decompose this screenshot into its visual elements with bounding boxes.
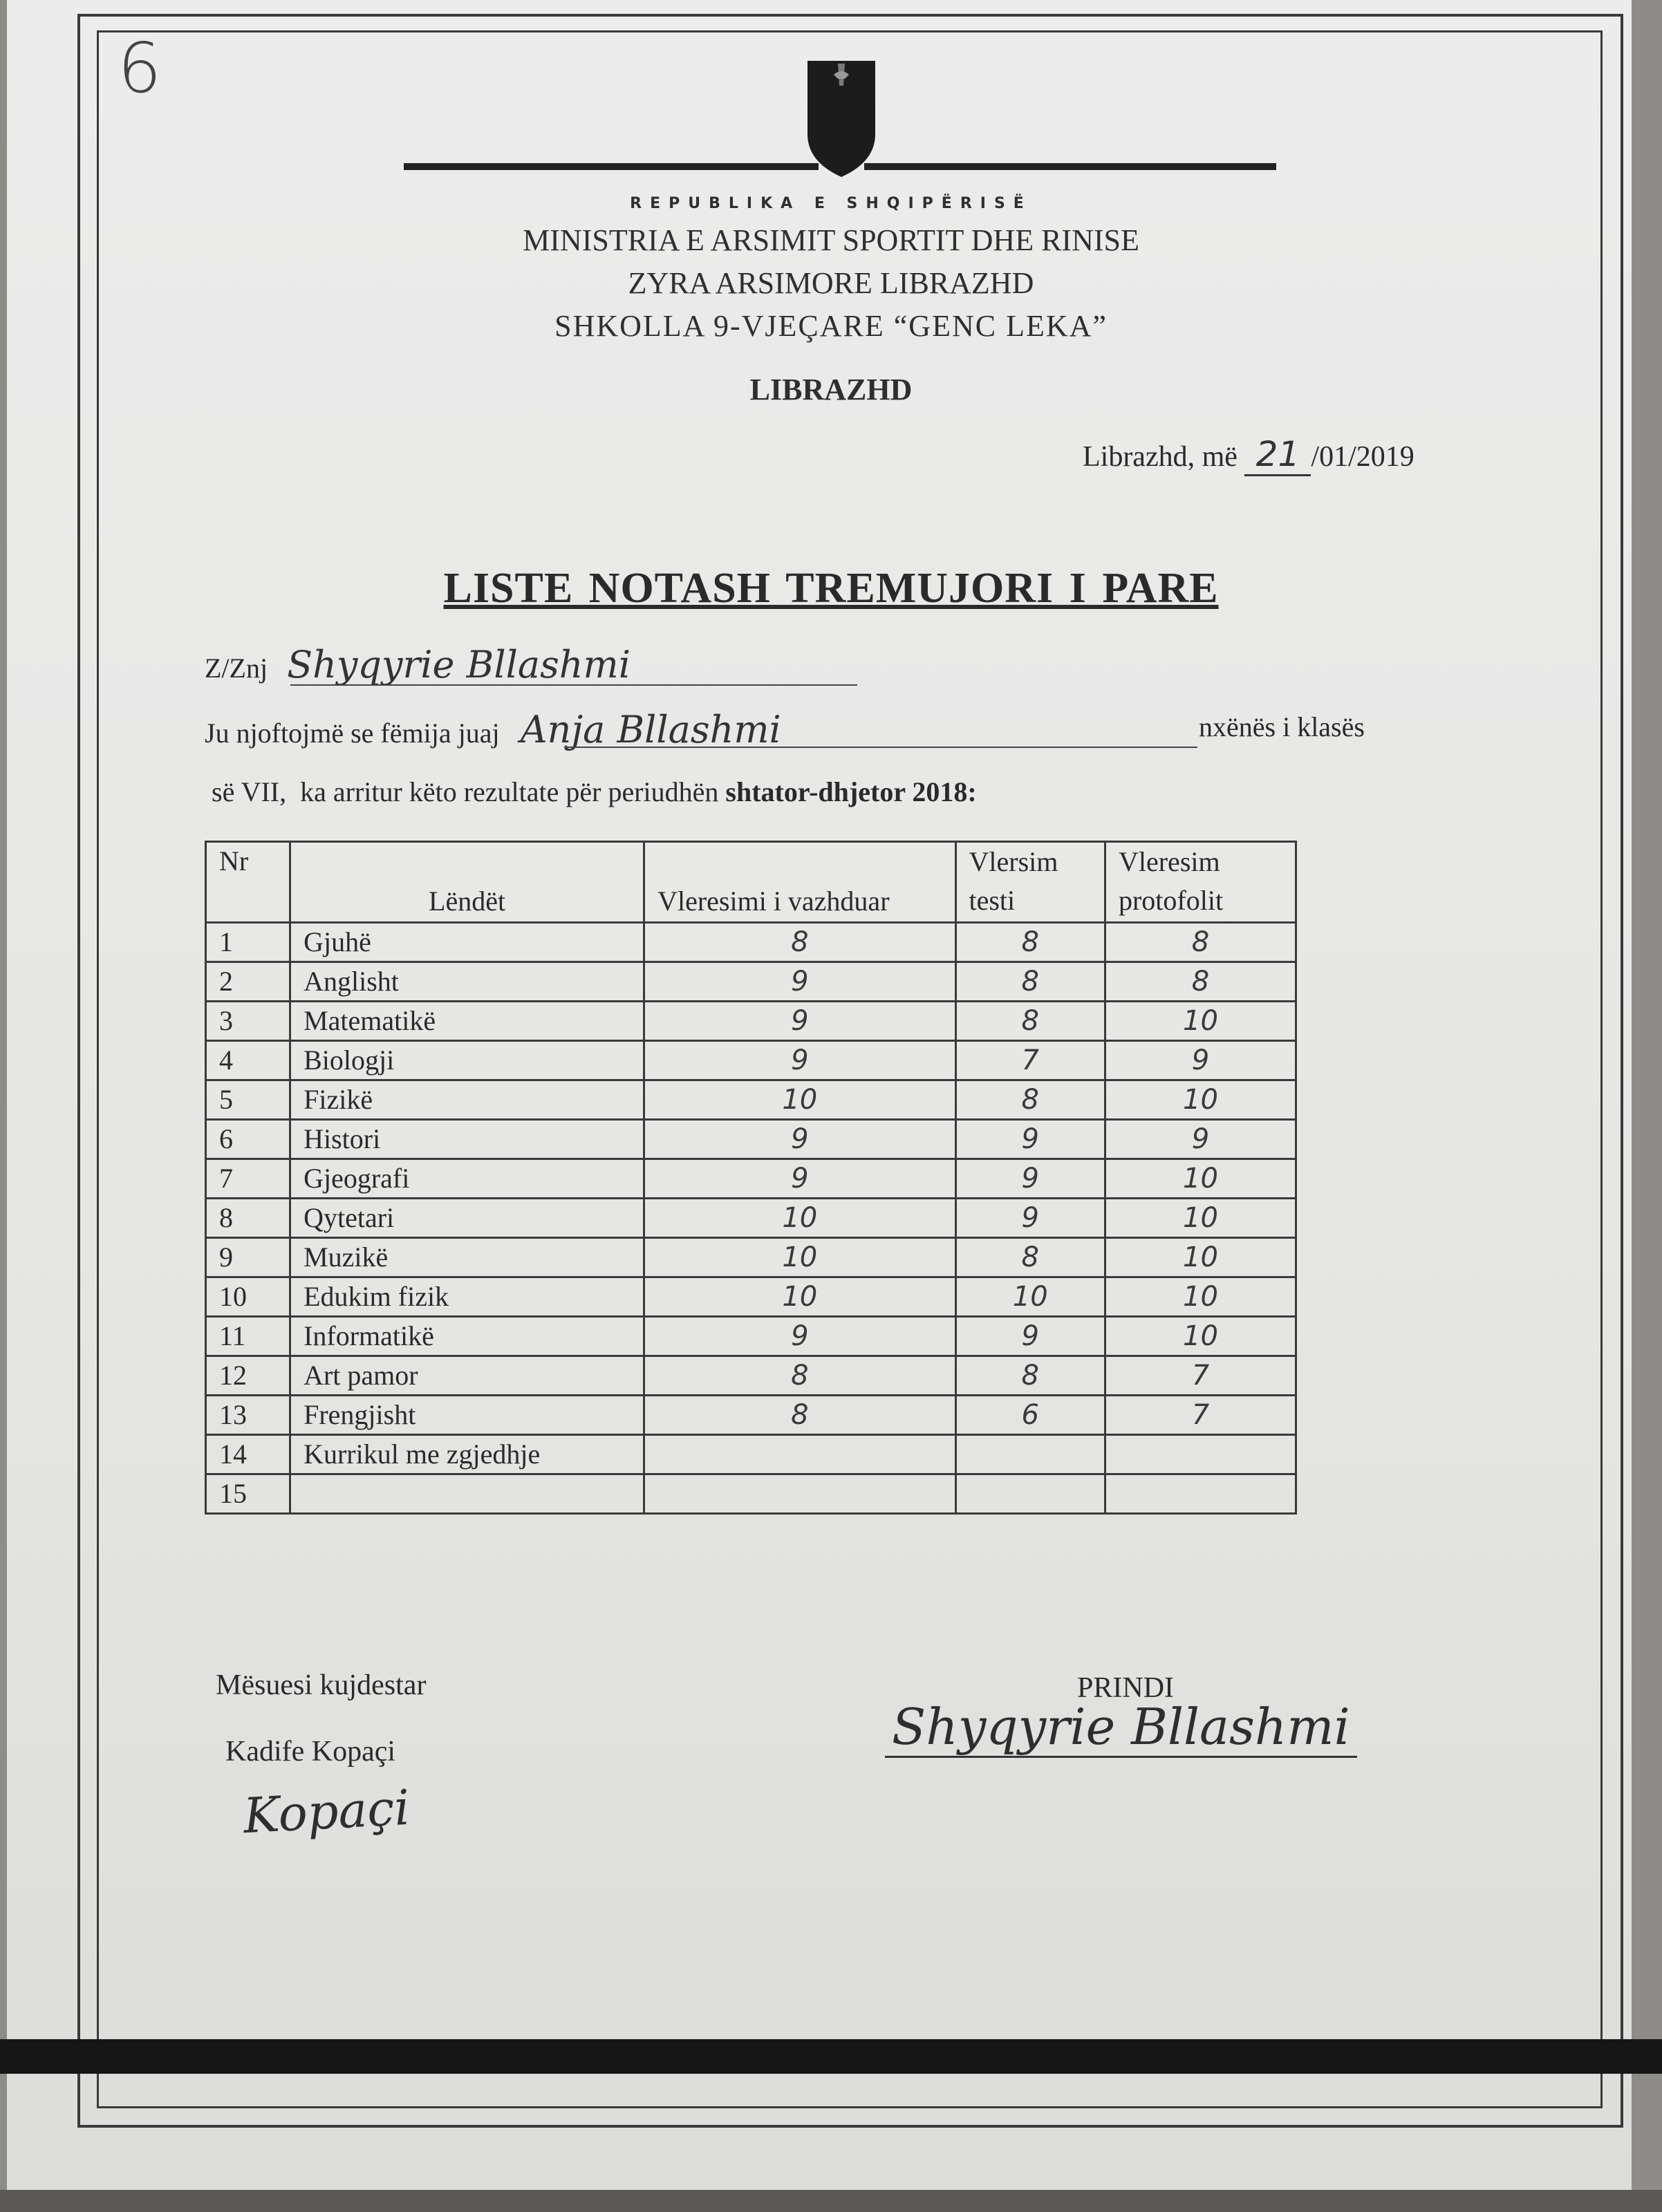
child-name-fill-line <box>564 747 1197 748</box>
subject-name: Matematikë <box>290 1002 644 1041</box>
scan-background-strip <box>0 2190 1662 2212</box>
scan-dark-band <box>0 2039 1662 2074</box>
grade-portfolio: 7 <box>1105 1356 1296 1396</box>
grade-continuous: 10 <box>644 1277 955 1317</box>
grade-row <box>206 1317 1296 1356</box>
grade-test: 7 <box>955 1041 1105 1080</box>
grade-continuous: 10 <box>644 1238 955 1277</box>
header-rule-left <box>404 163 819 170</box>
row-number: 12 <box>206 1356 290 1396</box>
grade-row <box>206 923 1296 962</box>
recipient-line <box>205 643 631 686</box>
grade-continuous: 9 <box>644 1317 955 1356</box>
row-number: 11 <box>206 1317 290 1356</box>
grade-continuous: 9 <box>644 1159 955 1199</box>
period-value: shtator-dhjetor 2018: <box>725 776 977 807</box>
notice-line <box>205 708 781 751</box>
grade-portfolio: 10 <box>1105 1317 1296 1356</box>
recipient-name-handwritten: Shyqyrie Bllashmi <box>287 643 631 686</box>
grade-portfolio: 10 <box>1105 1238 1296 1277</box>
education-office: ZYRA ARSIMORE LIBRAZHD <box>628 266 1034 300</box>
subject-name: Frengjisht <box>290 1396 644 1435</box>
grade-row <box>206 1120 1296 1159</box>
grade-row <box>206 1159 1296 1199</box>
subject-name: Edukim fizik <box>290 1277 644 1317</box>
grade-row <box>206 1002 1296 1041</box>
grade-row <box>206 962 1296 1002</box>
grade-portfolio: 8 <box>1105 962 1296 1002</box>
header-subject: Lëndët <box>290 842 644 923</box>
grades-table-header <box>206 842 1296 923</box>
header-portfolio-line2: protofolit <box>1118 885 1224 916</box>
grade-continuous: 9 <box>644 962 955 1002</box>
subject-name <box>290 1474 644 1514</box>
subject-name: Anglisht <box>290 962 644 1002</box>
page-number: 6 <box>118 28 162 109</box>
grades-table-body <box>206 923 1296 1514</box>
grade-row <box>206 1396 1296 1435</box>
grade-test: 8 <box>955 962 1105 1002</box>
row-number: 14 <box>206 1435 290 1474</box>
grade-test: 8 <box>955 923 1105 962</box>
row-number: 4 <box>206 1041 290 1080</box>
parent-label: PRINDI <box>1077 1672 1175 1704</box>
grade-portfolio: 9 <box>1105 1120 1296 1159</box>
grade-continuous: 9 <box>644 1002 955 1041</box>
grade-portfolio <box>1105 1435 1296 1474</box>
row-number: 3 <box>206 1002 290 1041</box>
header-rule-right <box>864 163 1276 170</box>
teacher-label: Mësuesi kujdestar <box>216 1669 427 1701</box>
row-number: 5 <box>206 1080 290 1120</box>
grade-portfolio: 7 <box>1105 1396 1296 1435</box>
grade-continuous: 8 <box>644 923 955 962</box>
grade-continuous: 9 <box>644 1041 955 1080</box>
date-suffix: /01/2019 <box>1311 441 1414 473</box>
grade-portfolio: 8 <box>1105 923 1296 962</box>
row-number: 2 <box>206 962 290 1002</box>
subject-name: Qytetari <box>290 1199 644 1238</box>
grade-test: 9 <box>955 1317 1105 1356</box>
row-number: 13 <box>206 1396 290 1435</box>
subject-name: Gjeografi <box>290 1159 644 1199</box>
grades-table <box>205 841 1297 1515</box>
teacher-signature: Kopaçi <box>242 1779 411 1845</box>
notice-label: Ju njoftojmë se fëmija juaj <box>205 718 500 749</box>
grade-test: 8 <box>955 1002 1105 1041</box>
grade-test: 9 <box>955 1159 1105 1199</box>
grade-test: 9 <box>955 1199 1105 1238</box>
grade-portfolio: 10 <box>1105 1002 1296 1041</box>
row-number: 10 <box>206 1277 290 1317</box>
grade-test: 8 <box>955 1080 1105 1120</box>
grade-row <box>206 1238 1296 1277</box>
grade-portfolio: 10 <box>1105 1080 1296 1120</box>
header-continuous: Vleresimi i vazhduar <box>644 842 955 923</box>
subject-name: Kurrikul me zgjedhje <box>290 1435 644 1474</box>
city-name: LIBRAZHD <box>749 373 913 406</box>
grade-portfolio: 10 <box>1105 1199 1296 1238</box>
notice-suffix: nxënës i klasës <box>1199 711 1365 742</box>
republika-label: REPUBLIKA E SHQIPËRISË <box>630 195 1032 212</box>
grade-test: 8 <box>955 1238 1105 1277</box>
grade-continuous <box>644 1435 955 1474</box>
grade-row <box>206 1199 1296 1238</box>
grade-portfolio: 10 <box>1105 1277 1296 1317</box>
grade-test: 9 <box>955 1120 1105 1159</box>
grade-test: 8 <box>955 1356 1105 1396</box>
date-day-handwritten: 21 <box>1244 434 1311 476</box>
header-test-line2: testi <box>969 885 1016 916</box>
date-prefix: Librazhd, më <box>1083 441 1238 473</box>
grade-row <box>206 1041 1296 1080</box>
recipient-label: Z/Znj <box>205 653 268 684</box>
grade-portfolio <box>1105 1474 1296 1514</box>
row-number: 7 <box>206 1159 290 1199</box>
albanian-eagle-emblem-icon <box>803 58 879 180</box>
grade-continuous: 9 <box>644 1120 955 1159</box>
header-test <box>955 842 1105 923</box>
period-line-text: së VII, ka arritur këto rezultate për periudhën <box>212 776 719 807</box>
subject-name: Fizikë <box>290 1080 644 1120</box>
period-line <box>212 776 977 808</box>
header-test-line1: Vlersim <box>969 846 1058 877</box>
subject-name: Muzikë <box>290 1238 644 1277</box>
grade-row <box>206 1277 1296 1317</box>
document-date <box>1083 434 1414 476</box>
header-portfolio-line1: Vleresim <box>1118 846 1220 877</box>
row-number: 9 <box>206 1238 290 1277</box>
row-number: 15 <box>206 1474 290 1514</box>
subject-name: Biologji <box>290 1041 644 1080</box>
subject-name: Informatikë <box>290 1317 644 1356</box>
grade-row <box>206 1435 1296 1474</box>
subject-name: Histori <box>290 1120 644 1159</box>
parent-signature: Shyqyrie Bllashmi <box>885 1698 1357 1758</box>
grade-test <box>955 1474 1105 1514</box>
row-number: 6 <box>206 1120 290 1159</box>
grade-portfolio: 9 <box>1105 1041 1296 1080</box>
grade-row <box>206 1080 1296 1120</box>
header-portfolio <box>1105 842 1296 923</box>
subject-name: Gjuhë <box>290 923 644 962</box>
ministry-name: MINISTRIA E ARSIMIT SPORTIT DHE RINISE <box>523 223 1139 257</box>
grade-test: 6 <box>955 1396 1105 1435</box>
grade-row <box>206 1356 1296 1396</box>
row-number: 8 <box>206 1199 290 1238</box>
recipient-fill-line <box>290 684 857 686</box>
row-number: 1 <box>206 923 290 962</box>
child-name-handwritten: Anja Bllashmi <box>520 708 781 751</box>
subject-name: Art pamor <box>290 1356 644 1396</box>
grade-test <box>955 1435 1105 1474</box>
grade-test: 10 <box>955 1277 1105 1317</box>
grade-portfolio: 10 <box>1105 1159 1296 1199</box>
grade-continuous: 10 <box>644 1199 955 1238</box>
grade-continuous: 8 <box>644 1356 955 1396</box>
grade-row <box>206 1474 1296 1514</box>
grade-continuous: 10 <box>644 1080 955 1120</box>
header-nr: Nr <box>206 842 290 923</box>
grade-continuous <box>644 1474 955 1514</box>
teacher-name: Kadife Kopaçi <box>225 1736 396 1768</box>
grade-continuous: 8 <box>644 1396 955 1435</box>
document-title: LISTE NOTASH TREMUJORI I PARE <box>443 565 1219 612</box>
school-name: SHKOLLA 9-VJEÇARE “GENC LEKA” <box>554 309 1108 343</box>
